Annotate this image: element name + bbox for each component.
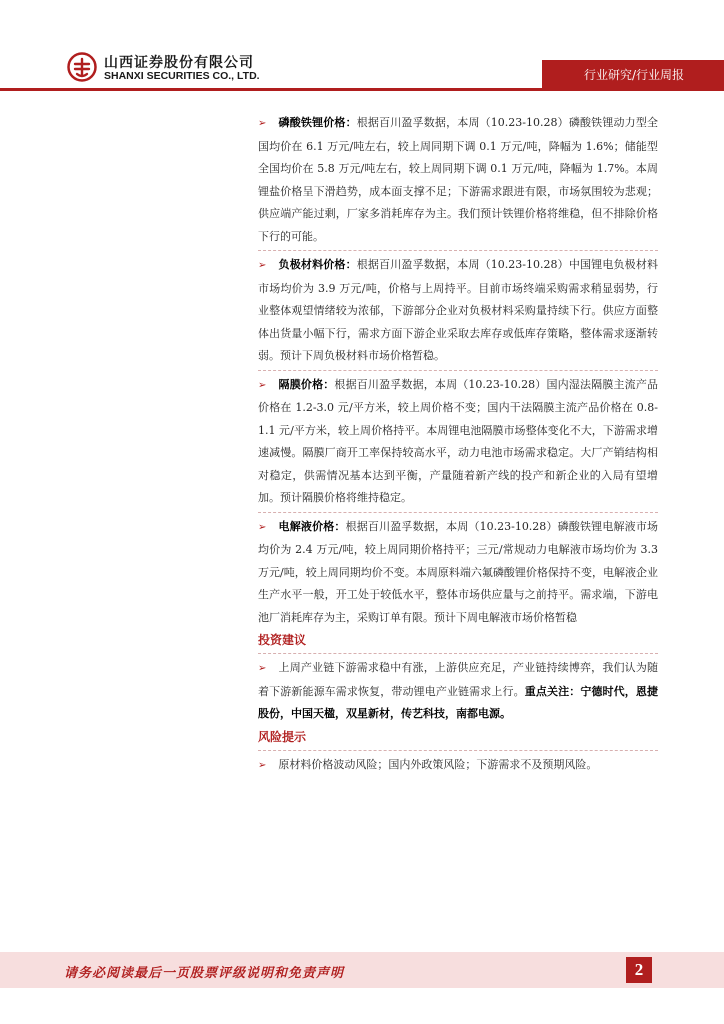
header-divider <box>0 88 724 91</box>
shanxi-securities-logo-icon <box>67 52 97 82</box>
disclaimer-notice: 请务必阅读最后一页股票评级说明和免责声明 <box>64 966 345 981</box>
bullet-icon: ➢ <box>258 379 267 391</box>
lfp-price-label: 磷酸铁锂价格： <box>278 116 357 129</box>
lfp-price-text: 根据百川盈孚数据，本周（10.23-10.28）磷酸铁锂动力型全国均价在 6.1 万元/吨左右，较上周同期下调 0.1 万元/吨，降幅为 1.6%；储能型全国均价在 5.8 万元/吨左右，较上周同期下调 0.1 万元/吨，降幅为 1.7%。本周锂盐价格呈下滑趋势，成本面支撑不足；下游需求跟进有限，市场氛围较为悲观；供应端产能过剩，厂家多消耗库存为主。我们预计铁锂价格将维稳，但不排除价格下行的可能。 <box>258 116 658 243</box>
focus-label: 重点关注： <box>524 684 581 698</box>
section-divider <box>258 250 658 251</box>
electrolyte-price-paragraph <box>258 516 658 630</box>
bullet-icon: ➢ <box>258 663 267 674</box>
bullet-icon: ➢ <box>258 759 267 771</box>
separator-price-label: 隔膜价格： <box>278 377 335 391</box>
section-divider <box>258 653 658 654</box>
anode-price-label: 负极材料价格： <box>278 258 357 271</box>
page-header <box>0 0 724 92</box>
report-type-tag: 行业研究/行业周报 <box>583 68 684 82</box>
company-name-cn: 山西证券股份有限公司 <box>104 55 254 71</box>
focus-stocks: 宁德时代，恩捷股份，中国天楹，双星新材，传艺科技，南都电源。 <box>258 684 659 720</box>
risk-warning-text: 原材料价格波动风险；国内外政策风险；下游需求不及预期风险。 <box>278 757 598 771</box>
bullet-icon: ➢ <box>258 118 267 129</box>
page-number: 2 <box>626 957 652 983</box>
investment-advice-heading: 投资建议 <box>258 633 307 647</box>
section-divider <box>258 512 658 513</box>
lfp-price-paragraph <box>258 112 658 248</box>
anode-price-text: 根据百川盈孚数据，本周（10.23-10.28）中国锂电负极材料市场均价为 3.9 万元/吨，价格与上周持平。目前市场终端采购需求稍显弱势，行业整体观望情绪较为浓郁，下游部分企业对负极材料采购量持续下行。供应方面整体出货量小幅下行，需求方面下游企业采取去库存或低库存策略，整体需求逐渐转弱。预计下周负极材料市场价格暂稳。 <box>258 258 658 362</box>
company-name-en: SHANXI SECURITIES CO., LTD. <box>104 70 260 82</box>
section-divider <box>258 370 658 371</box>
report-body <box>258 112 658 777</box>
bullet-icon: ➢ <box>258 260 267 271</box>
investment-advice-text: 上周产业链下游需求稳中有涨，上游供应充足，产业链持续博弈，我们认为随着下游新能源车需求恢复，带动锂电产业链需求上行。 <box>258 661 658 698</box>
electrolyte-price-text: 根据百川盈孚数据，本周（10.23-10.28）磷酸铁锂电解液市场均价为 2.4 万元/吨，较上周同期价格持平；三元/常规动力电解液市场均价为 3.3 万元/吨，较上周同期均价不变。本周原料端六氟磷酸锂价格保持不变，电解液企业生产水平一般，开工处于较低水平，整体市场供应量与之前持平。需求端，下游电池厂消耗库存为主，采购订单有限。预计下周电解液市场价格暂稳 <box>258 519 658 624</box>
separator-price-paragraph <box>258 374 658 510</box>
section-divider <box>258 750 658 751</box>
electrolyte-price-label: 电解液价格： <box>278 519 346 533</box>
bullet-icon: ➢ <box>258 521 267 533</box>
investment-advice-paragraph <box>258 657 658 726</box>
anode-price-paragraph <box>258 254 658 368</box>
risk-warning-paragraph <box>258 754 658 778</box>
risk-warning-heading: 风险提示 <box>258 729 307 744</box>
separator-price-text: 根据百川盈孚数据，本周（10.23-10.28）国内湿法隔膜主流产品价格在 1.2-3.0 元/平方米，较上周价格不变；国内干法隔膜主流产品价格在 0.8-1.1 元/平方米，较上周价格持平。本周锂电池隔膜市场整体变化不大，下游需求增速减慢。隔膜厂商开工率保持较高水平，动力电池市场需求稳定。大厂产销结构相对稳定，供需情况基本达到平衡，产量随着新产线的投产和新企业的入局有望增加。预计隔膜价格将维持稳定。 <box>258 377 658 504</box>
